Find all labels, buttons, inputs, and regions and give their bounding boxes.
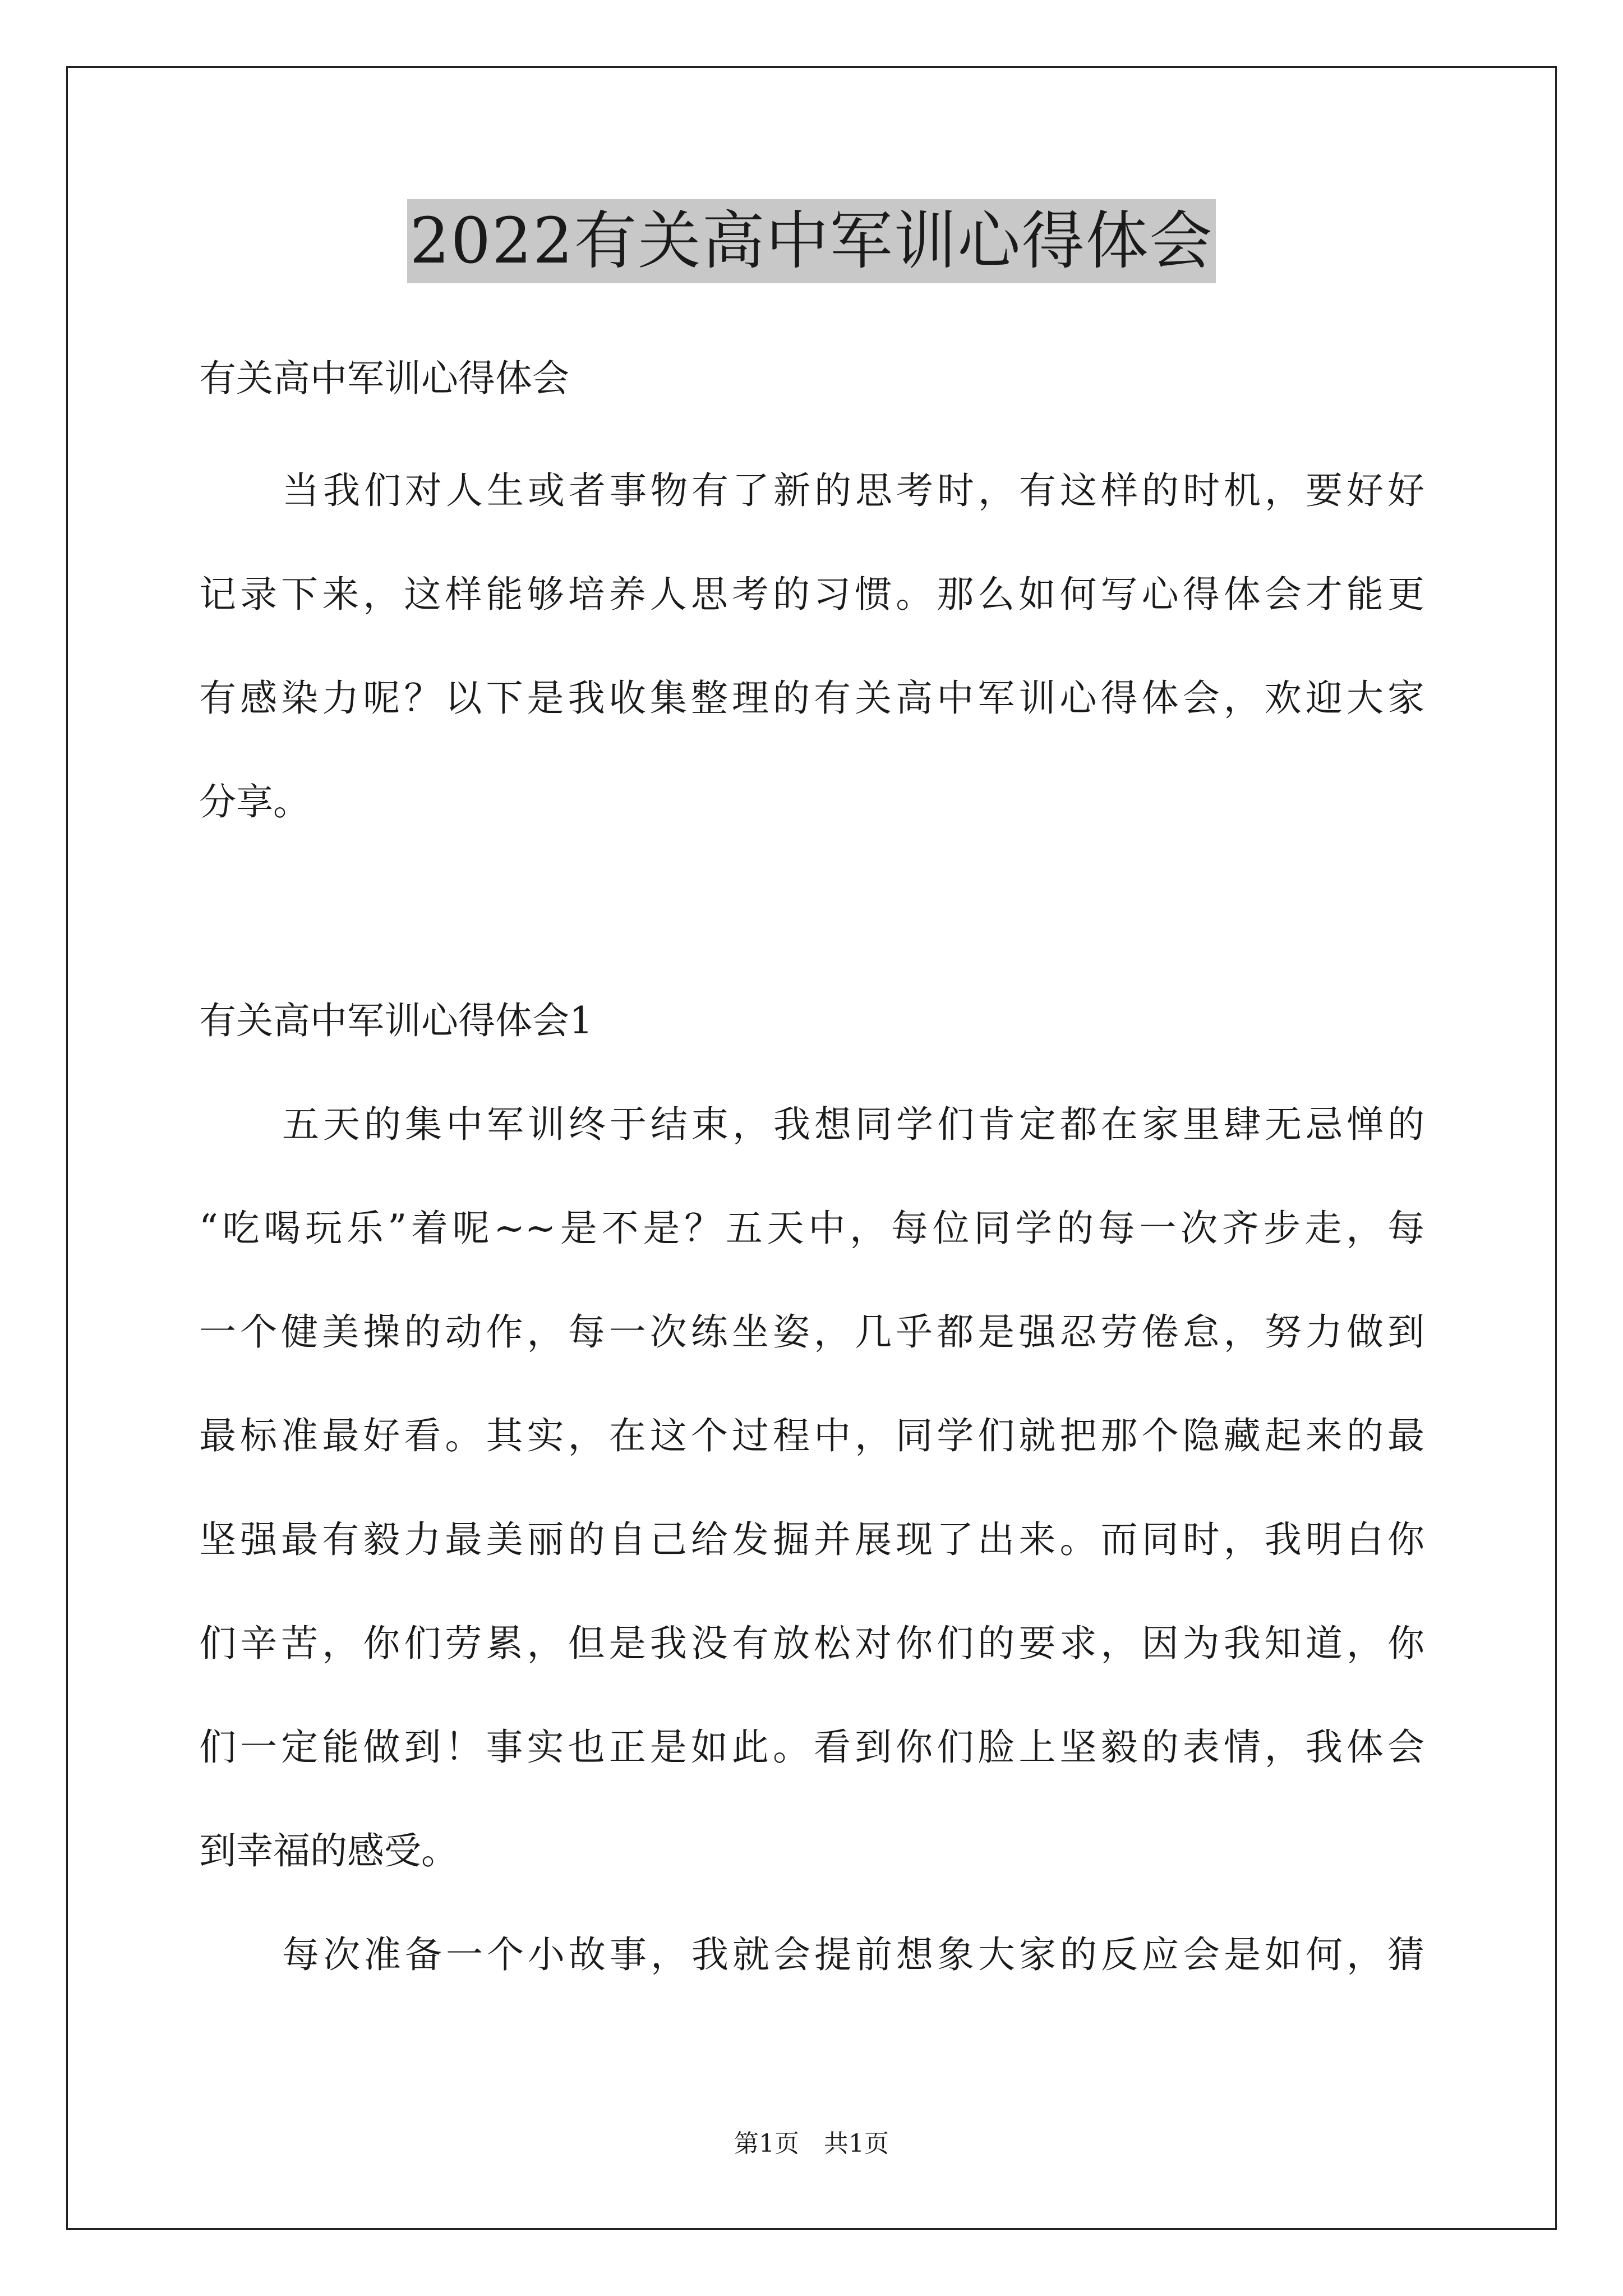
body-line: 到幸福的感受。 xyxy=(199,1829,458,1872)
body-line: “吃喝玩乐”着呢~~是不是？五天中，每位同学的每一次齐步走，每 xyxy=(199,1207,1424,1250)
body-line: 们辛苦，你们劳累，但是我没有放松对你们的要求，因为我知道，你 xyxy=(199,1622,1424,1665)
body-line: 每次准备一个小故事，我就会提前想象大家的反应会是如何，猜 xyxy=(282,1933,1424,1976)
intro-line: 记录下来，这样能够培养人思考的习惯。那么如何写心得体会才能更 xyxy=(199,573,1424,616)
body-line: 五天的集中军训终于结束，我想同学们肯定都在家里肆无忌惮的 xyxy=(282,1103,1424,1146)
title-container xyxy=(0,199,1623,283)
page-footer: 第1页 共1页 xyxy=(734,2129,889,2158)
body-line: 一个健美操的动作，每一次练坐姿，几乎都是强忍劳倦怠，努力做到 xyxy=(199,1310,1424,1354)
intro-line: 分享。 xyxy=(199,780,310,823)
document-title: 2022有关高中军训心得体会 xyxy=(407,199,1215,283)
intro-line: 当我们对人生或者事物有了新的思考时，有这样的时机，要好好 xyxy=(282,469,1424,512)
body-line: 们一定能做到！事实也正是如此。看到你们脸上坚毅的表情，我体会 xyxy=(199,1726,1424,1769)
body-line: 坚强最有毅力最美丽的自己给发掘并展现了出来。而同时，我明白你 xyxy=(199,1518,1424,1561)
document-subtitle: 有关高中军训心得体会 xyxy=(199,357,569,400)
intro-line: 有感染力呢？以下是我收集整理的有关高中军训心得体会，欢迎大家 xyxy=(199,677,1424,720)
section-heading: 有关高中军训心得体会1 xyxy=(199,999,593,1042)
body-line: 最标准最好看。其实，在这个过程中，同学们就把那个隐藏起来的最 xyxy=(199,1414,1424,1457)
